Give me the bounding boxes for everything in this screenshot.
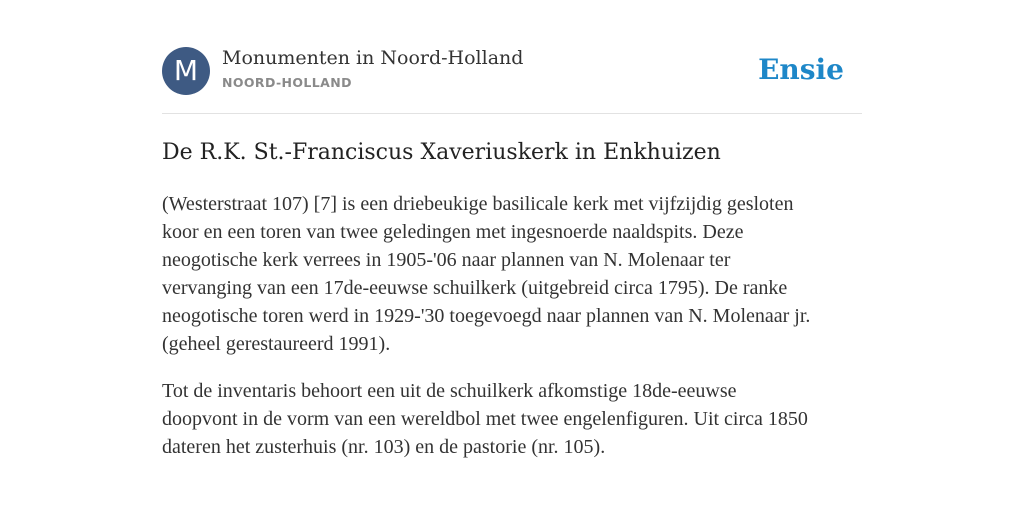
avatar[interactable]: M — [162, 47, 210, 95]
paragraph-line: (geheel gerestaureerd 1991). — [162, 333, 391, 355]
paragraph-line: (Westerstraat 107) [7] is een driebeukige basilicale kerk met vijfzijdig gesloten — [162, 193, 794, 215]
article-paragraph — [162, 190, 862, 358]
source-header — [162, 46, 862, 96]
paragraph-line: doopvont in de vorm van een wereldbol met twee engelenfiguren. Uit circa 1850 — [162, 408, 808, 430]
paragraph-line: Tot de inventaris behoort een uit de schuilkerk afkomstige 18de-eeuwse — [162, 380, 737, 402]
paragraph-line: koor en een toren van twee geledingen met ingesnoerde naaldspits. Deze — [162, 221, 744, 243]
paragraph-line: neogotische kerk verrees in 1905-'06 naar plannen van N. Molenaar ter — [162, 249, 731, 271]
header-divider — [162, 113, 862, 114]
paragraph-line: vervanging van een 17de-eeuwse schuilkerk (uitgebreid circa 1795). De ranke — [162, 277, 788, 299]
article-body — [162, 190, 862, 480]
article-paragraph — [162, 377, 862, 461]
source-subtitle: NOORD-HOLLAND — [222, 75, 352, 90]
source-title-link[interactable]: Monumenten in Noord-Holland — [222, 47, 524, 69]
paragraph-line: dateren het zusterhuis (nr. 103) en de pastorie (nr. 105). — [162, 436, 606, 458]
ensie-logo[interactable]: Ensie — [758, 53, 844, 86]
paragraph-line: neogotische toren werd in 1929-'30 toegevoegd naar plannen van N. Molenaar jr. — [162, 305, 811, 327]
article-title: De R.K. St.-Franciscus Xaveriuskerk in Enkhuizen — [162, 140, 721, 165]
